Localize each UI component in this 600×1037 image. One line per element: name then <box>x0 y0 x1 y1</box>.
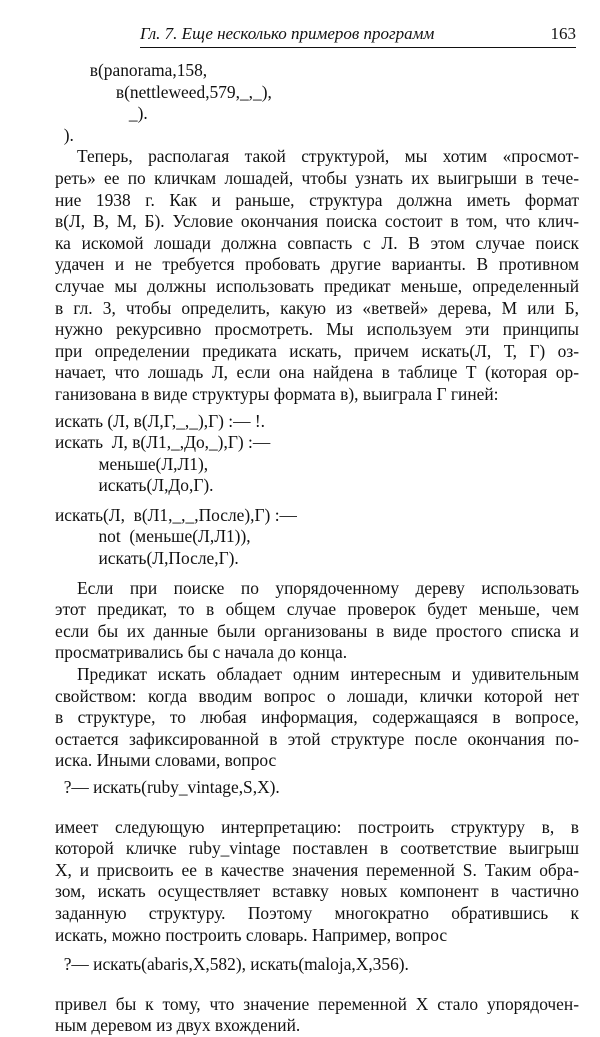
code-line: not (меньше(Л,Л1)), <box>55 526 251 547</box>
text-line: в структуре, то любая информация, содержащаяся в вопросе, <box>55 707 579 728</box>
text-line: Теперь, располагая такой структурой, мы хотим «просмот- <box>77 146 579 167</box>
code-line: искать(Л,До,Г). <box>55 475 214 496</box>
text-line: начает, что лошадь Л, если она найдена в таблице Т (которая ор- <box>55 362 579 383</box>
code-line: искать Л, в(Л1,_,До,_),Г) :— <box>55 432 271 453</box>
text-line: остается зафиксированной в этой структуре после окончания по- <box>55 728 579 749</box>
text-line: привел бы к тому, что значение переменной X стало упорядочен- <box>55 993 579 1014</box>
code-line: в(panorama,158, <box>55 60 208 80</box>
code-line: ). <box>55 124 74 145</box>
text-line: при определении предиката искать, причем искать(Л, Т, Г) оз- <box>55 340 579 361</box>
running-header <box>140 24 576 48</box>
text-line: Если при поиске по упорядоченному дереву использовать <box>77 577 579 598</box>
code-line: в(nettleweed,579,_,_), <box>55 81 272 102</box>
code-line: искать (Л, в(Л,Г,_,_),Г) :— !. <box>55 410 266 431</box>
text-line: ным деревом из двух вхождений. <box>55 1015 301 1036</box>
text-line: ганизована в виде структуры формата в), выиграла Г гиней: <box>55 383 499 404</box>
code-line: _). <box>55 103 148 124</box>
text-line: X, и присвоить ее в качестве значения переменной S. Таким обра- <box>55 859 579 880</box>
code-line: ?— искать(ruby_vintage,S,X). <box>55 777 280 797</box>
chapter-title: Гл. 7. Еще несколько примеров программ <box>140 24 435 43</box>
text-line: реть» ее по кличкам лошадей, чтобы узнать их выигрыши в тече- <box>55 167 579 188</box>
line-gap <box>55 497 579 505</box>
text-line: свойством: когда вводим вопрос о лошади, клички которой нет <box>55 685 579 706</box>
line-gap <box>55 799 579 817</box>
code-line: ?— искать(abaris,X,582), искать(maloja,X,356). <box>55 954 409 975</box>
line-gap <box>55 946 579 954</box>
text-line: зом, искать осуществляет вставку новых компонент в частично <box>55 881 579 902</box>
code-line: меньше(Л,Л1), <box>55 453 209 474</box>
text-line: случае мы должны использовать предикат меньше, определенный <box>55 275 579 296</box>
text-line: имеет следующую интерпретацию: построить структуру в, в <box>55 816 579 837</box>
text-line: в гл. 3, чтобы определить, какую из «ветвей» дерева, М или Б, <box>55 297 579 318</box>
page-number: 163 <box>550 24 576 43</box>
page-body <box>55 60 579 1037</box>
text-line: удачен и не требуется пробовать другие варианты. В противном <box>55 254 579 275</box>
text-line: просматривались бы с начала до конца. <box>55 642 348 663</box>
code-line: искать(Л,После,Г). <box>55 548 239 569</box>
text-line: иска. Иными словами, вопрос <box>55 750 277 771</box>
text-line: ка искомой лошади должна совпасть с Л. В этом случае поиск <box>55 232 579 253</box>
text-line: которой кличке ruby_vintage поставлен в соответствие выигрыш <box>55 838 579 859</box>
line-gap <box>55 976 579 994</box>
line-gap <box>55 570 579 578</box>
text-line: Предикат искать обладает одним интересным и удивительным <box>77 664 579 685</box>
text-line: заданную структуру. Поэтому многократно обратившись к <box>55 902 579 923</box>
code-line: искать(Л, в(Л1,_,_,После),Г) :— <box>55 504 297 525</box>
text-line: в(Л, В, М, Б). Условие окончания поиска состоит в том, что клич- <box>55 211 579 232</box>
text-line: если бы их данные были организованы в виде простого списка и <box>55 620 579 641</box>
text-line: этот предикат, то в общем случае проверок будет меньше, чем <box>55 599 579 620</box>
text-line: нужно рекурсивно просмотреть. Мы используем эти принципы <box>55 319 579 340</box>
text-line: искать, можно построить словарь. Например, вопрос <box>55 924 448 945</box>
text-line: ние 1938 г. Как и раньше, структура должна иметь формат <box>55 189 579 210</box>
